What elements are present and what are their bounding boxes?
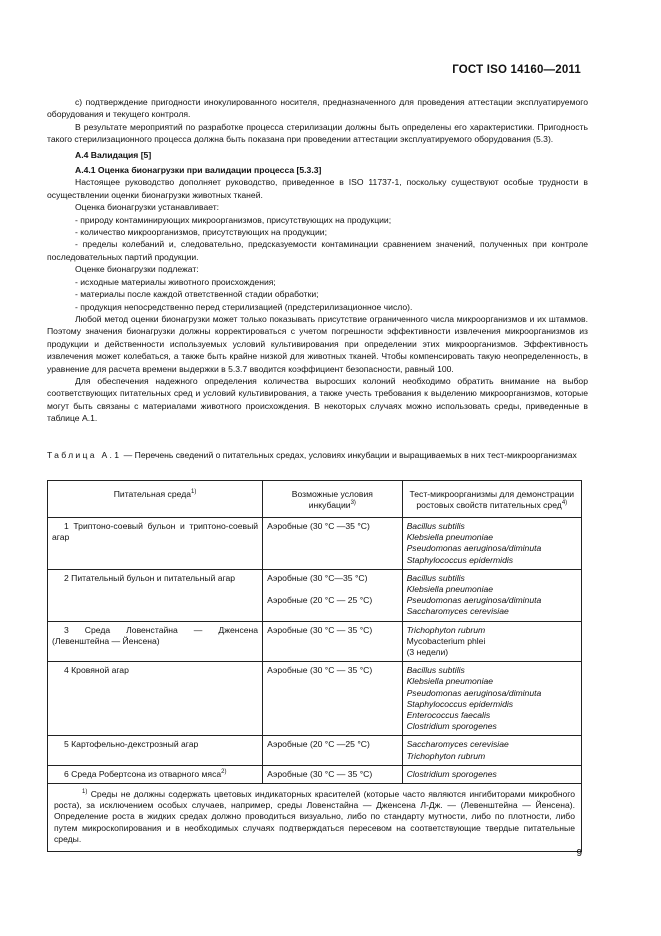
table-footnote: $^{1)}$ Среды не должны содержать цветовых индикаторных красителей (которые часто являются ингибиторами микробного роста), за исключением особых случаев, например, среды Ловенстайна — Дженсена Л-Дж. — (Левенштейна — Йенсена). Определение роста в жидких средах должно проводиться визуально, либо по стандарту мутности, либо по плотности, либо путем микроскопирования и в необходимых случаях подтверждаться пересевом на соответствующие твердые питательные среды. <box>48 784 582 852</box>
paragraph-reliable: Для обеспечения надежного определения количества выросших колоний необходимо обратить внимание на выбор соответствующих питательных сред и условий культивирования, а также учесть требования к выделению микроорганизмов, которые могут быть связаны с материалами животного происхождения. В некоторых случаях можно использовать среды, приведенные в таблице А.1. <box>47 375 588 424</box>
table-caption-label: Таблица А.1 <box>47 450 122 460</box>
medium-cell: 4 Кровяной агар <box>48 662 263 736</box>
main-text <box>47 96 588 425</box>
list-item: - количество микроорганизмов, присутствующих на продукции; <box>75 227 327 238</box>
medium-cell: 2 Питательный бульон и питательный агар <box>48 569 263 621</box>
paragraph-method: Любой метод оценки бионагрузки может только показывать присутствие ограниченного числа микроорганизмов и их штаммов. Поэтому значения бионагрузки должны корректироваться с учетом погрешности эффективности извлечения микроорганизмов из продукции и действенности используемых условий культивирования при определении этих микроорганизмов. Эффективность извлечения может колебаться, а также быть крайне низкой для животных тканей. Чтобы компенсировать такую неопределенность, в уравнение для расчета времени выдержки в 5.3.7 вводится коэффициент безопасности, равный 100. <box>47 313 588 374</box>
list-item: - исходные материалы животного происхождения; <box>75 276 276 287</box>
conditions-cell: Аэробные (30 °С—35 °С) Аэробные (20 °С — 25 °С) <box>263 569 402 621</box>
organisms-cell: Saccharomyces cerevisiae Trichophyton rubrum <box>402 736 581 765</box>
organisms-cell: Trichophyton rubrum Mycobacterium phlei (3 недели) <box>402 621 581 662</box>
medium-cell: 5 Картофельно-декстрозный агар <box>48 736 263 765</box>
conditions-cell: Аэробные (30 °С — 35 °С) <box>263 621 402 662</box>
conditions-cell: Аэробные (30 °С —35 °С) <box>263 518 402 570</box>
media-table <box>47 480 582 852</box>
table-row <box>48 765 582 783</box>
organisms-cell: Bacillus subtilis Klebsiella pneumoniae Pseudomonas aeruginosa/diminuta Saccharomyces cerevisiae <box>402 569 581 621</box>
table-caption-text: — Перечень сведений о питательных средах, условиях инкубации и выращиваемых в них тест-микроорганизмах <box>121 450 577 460</box>
column-header-conditions: Возможные условия инкубации$^{3)}$ <box>263 481 402 518</box>
list-item: - продукция непосредственно перед стерилизацией (предстерилизационное число). <box>75 301 413 312</box>
medium-cell: 3 Среда Ловенстайна — Дженсена (Левенштейна — Йенсена) <box>48 621 263 662</box>
medium-cell: 1 Триптоно-соевый бульон и триптоно-соевый агар <box>48 518 263 570</box>
table-row <box>48 518 582 570</box>
paragraph-c: c) подтверждение пригодности инокулированного носителя, предназначенного для проведения аттестации эксплуатируемого оборудования и текущего контроля. <box>47 97 588 120</box>
table-row <box>48 569 582 621</box>
organisms-cell: Bacillus subtilis Klebsiella pneumoniae Pseudomonas aeruginosa/diminuta Staphylococcus epidermidis <box>402 518 581 570</box>
table-row <box>48 621 582 662</box>
table-row <box>48 736 582 765</box>
paragraph-guidance: Настоящее руководство дополняет руководство, приведенное в ISO 11737-1, поскольку существуют особые трудности в осуществлении оценки бионагрузки животных тканей. <box>47 177 588 200</box>
list-item: - пределы колебаний и, следовательно, предсказуемости контаминации сравнением значений, полученных при контроле последовательных партий продукции. <box>47 239 588 262</box>
conditions-cell: Аэробные (30 °С — 35 °С) <box>263 662 402 736</box>
table-header-row <box>48 481 582 518</box>
section-heading-a41: А.4.1 Оценка бионагрузки при валидации процесса [5.3.3] <box>75 165 322 176</box>
table-caption <box>47 449 582 461</box>
medium-cell: 6 Среда Робертсона из отварного мяса$^{2)}$ <box>48 765 263 783</box>
page-number: 9 <box>576 848 582 859</box>
table-footnote-row <box>48 784 582 852</box>
column-header-organisms: Тест-микроорганизмы для демонстрации ростовых свойств питательных сред$^{4)}$ <box>402 481 581 518</box>
document-header: ГОСТ ISO 14160—2011 <box>452 64 581 76</box>
paragraph-results: В результате мероприятий по разработке процесса стерилизации должны быть определены его характеристики. Пригодность такого стерилизационного процесса должна быть показана при проведении аттестации эксплуатируемого оборудования (5.3). <box>47 121 588 145</box>
conditions-cell: Аэробные (20 °С —25 °С) <box>263 736 402 765</box>
list-item: - природу контаминирующих микроорганизмов, присутствующих на продукции; <box>75 214 392 225</box>
organisms-cell: Clostridium sporogenes <box>402 765 581 783</box>
paragraph-establishes: Оценка бионагрузки устанавливает: <box>75 202 220 213</box>
column-header-medium: Питательная среда$^{1)}$ <box>48 481 263 518</box>
organisms-cell: Bacillus subtilis Klebsiella pneumoniae Pseudomonas aeruginosa/diminuta Staphylococcus epidermidis Enterococcus faecalis Clostridium sporogenes <box>402 662 581 736</box>
conditions-cell: Аэробные (30 °С — 35 °С) <box>263 765 402 783</box>
section-heading-a4: А.4 Валидация [5] <box>75 149 152 160</box>
list-item: - материалы после каждой ответственной стадии обработки; <box>75 289 319 300</box>
table-row <box>48 662 582 736</box>
paragraph-subject: Оценке бионагрузки подлежат: <box>75 264 199 275</box>
